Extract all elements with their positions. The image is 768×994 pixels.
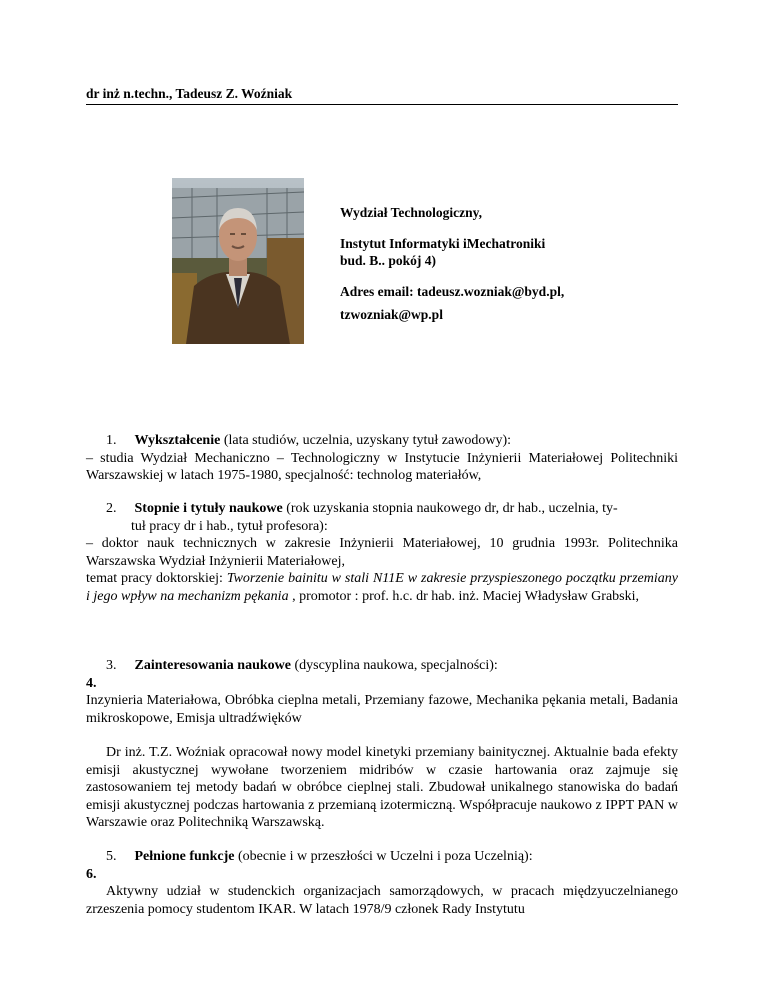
section-desc: (dyscyplina naukowa, specjalności): xyxy=(290,658,498,673)
contact-block xyxy=(340,204,670,323)
section-functions xyxy=(86,848,678,918)
section-text: – doktor nauk technicznych w zakresie Inżynierii Materiałowej, 10 grudnia 1993r. Politechnika Warszawska Wydział Inżynierii Materiałowej, xyxy=(86,536,678,569)
thesis-suffix: , promotor : prof. h.c. dr hab. inż. Maciej Władysław Grabski, xyxy=(288,588,640,604)
building: bud. B.. pokój 4) xyxy=(340,253,437,268)
section-number: 2. xyxy=(106,501,117,516)
section-number-6: 6. xyxy=(86,866,97,882)
research-paragraph: Dr inż. T.Z. Woźniak opracował nowy model kinetyki przemiany bainitycznej. Aktualnie bada efekty emisji akustycznej wywołane tworzeniem midribów w czasie hartowania oraz zajmuje się zastosowaniem tej metody badań w obróbce cieplnej stali. Zbudował unikalnego stanowiska do badań emisji akustycznej podczas hartowania z przemianą izotermiczną. Współpracuje naukowo z IPPT PAN w Warszawie oraz Politechniką Warszawską. xyxy=(86,745,678,830)
institute: Instytut Informatyki iMechatroniki xyxy=(340,236,546,251)
section-desc-cont: tuł pracy dr i hab., tytuł profesora): xyxy=(131,518,328,534)
section-title: Stopnie i tytuły naukowe xyxy=(134,501,283,516)
section-desc: (lata studiów, uczelnia, uzyskany tytuł zawodowy): xyxy=(220,433,511,448)
section-interests xyxy=(86,657,678,727)
section-title: Pełnione funkcje xyxy=(134,849,235,864)
section-number: 3. xyxy=(106,658,117,673)
section-number: 5. xyxy=(106,849,117,864)
section-text: – studia Wydział Mechaniczno – Technologiczny w Instytucie Inżynierii Materiałowej Politechniki Warszawskiej w latach 1975-1980, specjalność: technolog materiałów, xyxy=(86,450,678,483)
page-header-name: dr inż n.techn., Tadeusz Z. Woźniak xyxy=(86,86,678,105)
section-desc: (rok uzyskania stopnia naukowego dr, dr hab., uczelnia, ty- xyxy=(282,501,618,516)
faculty: Wydział Technologiczny, xyxy=(340,205,483,220)
section-education xyxy=(86,432,678,485)
section-text: Inzynieria Materiałowa, Obróbka cieplna metali, Przemiany fazowe, Mechanika pękania metali, Badania mikroskopowe, Emisja ultradźwięków xyxy=(86,693,678,726)
section-desc: (obecnie i w przeszłości w Uczelni i poza Uczelnią): xyxy=(234,849,533,864)
thesis-prefix: temat pracy doktorskiej: xyxy=(86,571,227,586)
email-line: Adres email: tadeusz.wozniak@byd.pl, xyxy=(340,284,565,299)
section-text-thesis xyxy=(86,570,678,605)
section-number: 1. xyxy=(106,433,117,448)
email-secondary: tzwozniak@wp.pl xyxy=(340,307,443,322)
section-text: Aktywny udział w studenckich organizacjach samorządowych, w pracach międzyuczelnianego zrzeszenia pomocy studentom IKAR. W latach 1978/9 członek Rady Instytutu xyxy=(86,884,678,917)
section-degrees xyxy=(86,500,678,605)
section-title: Wykształcenie xyxy=(134,433,221,448)
section-title: Zainteresowania naukowe xyxy=(134,658,291,673)
section-number-4: 4. xyxy=(86,675,97,691)
portrait-photo xyxy=(172,178,304,344)
thesis-title: Tworzenie bainitu w stali N11E w zakresie przyspieszonego początku przemiany i jego wpływ na mechanizm pękania xyxy=(86,571,678,604)
